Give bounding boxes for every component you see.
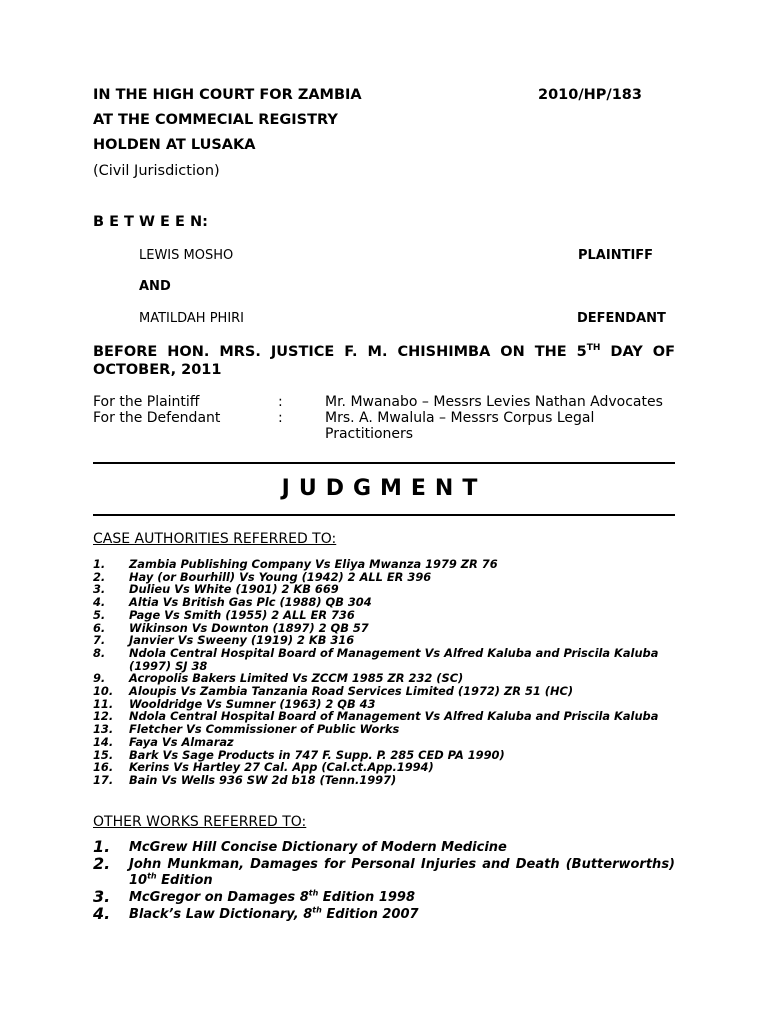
defendant-name: MATILDAH PHIRI (139, 311, 245, 326)
work-number-label: 3. (93, 887, 111, 906)
work-text-pre: John Munkman, Damages for Personal Injuries and Death (Butterworths) 10 (129, 857, 675, 888)
case-authorities-list (93, 558, 675, 787)
plaintiff-counsel-colon: : (278, 394, 283, 410)
work-text-sup: th (312, 905, 322, 915)
work-text-post: Edition 1998 (318, 890, 416, 905)
case-text: Hay (or Bourhill) Vs Young (1942) 2 ALL ER 396 (129, 569, 432, 584)
case-number-label: 1. (93, 557, 106, 571)
case-text: Page Vs Smith (1955) 2 ALL ER 736 (129, 607, 355, 622)
case-text: Fletcher Vs Commissioner of Public Works (129, 722, 400, 737)
case-number-label: 14. (93, 734, 114, 749)
defendant-counsel-value-line2: Practitioners (325, 426, 414, 442)
case-text: Dulieu Vs White (1901) 2 KB 669 (129, 582, 339, 597)
work-item (93, 887, 675, 906)
work-number-label: 2. (93, 854, 111, 873)
work-text-pre: McGregor on Damages 8 (129, 890, 309, 905)
case-number-label: 5. (93, 607, 106, 622)
work-text-pre: Black’s Law Dictionary, 8 (129, 907, 313, 922)
case-number-label: 6. (93, 620, 106, 635)
registry-line: AT THE COMMECIAL REGISTRY (93, 112, 338, 128)
case-text: Zambia Publishing Company Vs Eliya Mwanza 1979 ZR 76 (129, 557, 498, 571)
other-works-list (93, 837, 675, 924)
plaintiff-name: LEWIS MOSHO (139, 248, 234, 263)
case-text: Wooldridge Vs Sumner (1963) 2 QB 43 (129, 696, 376, 711)
case-number-label: 9. (93, 671, 106, 686)
case-text: Janvier Vs Sweeny (1919) 2 KB 316 (129, 633, 355, 648)
work-text: McGrew Hill Concise Dictionary of Modern Medicine (129, 840, 507, 855)
before-text-post: DAY OF OCTOBER, 2011 (93, 344, 675, 378)
defendant-counsel-value-line1: Mrs. A. Mwalula – Messrs Corpus Legal (325, 410, 595, 426)
title-rule-bottom (93, 514, 675, 516)
cases-heading: CASE AUTHORITIES REFERRED TO: (93, 531, 337, 547)
work-item (93, 854, 675, 889)
work-text-post: Edition (156, 873, 213, 888)
work-text-sup: th (308, 888, 319, 898)
case-text: Bark Vs Sage Products in 747 F. Supp. P. 285 CED PA 1990) (129, 747, 505, 762)
plaintiff-counsel-value: Mr. Mwanabo – Messrs Levies Nathan Advocates (325, 394, 663, 410)
case-number-label: 7. (93, 633, 106, 648)
court-name: IN THE HIGH COURT FOR ZAMBIA (93, 87, 362, 103)
case-text: Kerins Vs Hartley 27 Cal. App (Cal.ct.App.1994) (129, 760, 434, 775)
case-item (93, 647, 675, 672)
defendant-role: DEFENDANT (577, 311, 666, 326)
before-text-pre: BEFORE HON. MRS. JUSTICE F. M. CHISHIMBA ON THE 5 (93, 344, 587, 360)
work-text-post: Edition 2007 (321, 907, 419, 922)
title-rule-top (93, 462, 675, 464)
case-number-label: 8. (93, 645, 106, 660)
case-number-label: 3. (93, 582, 106, 597)
case-number-label: 17. (93, 772, 114, 787)
location-line: HOLDEN AT LUSAKA (93, 137, 256, 153)
jurisdiction: (Civil Jurisdiction) (93, 163, 220, 179)
case-number-label: 13. (93, 722, 114, 737)
case-text: Ndola Central Hospital Board of Management Vs Alfred Kaluba and Priscila Kaluba (129, 709, 659, 724)
works-heading: OTHER WORKS REFERRED TO: (93, 814, 307, 830)
work-item (93, 904, 675, 923)
judgment-title: JUDGMENT (281, 476, 487, 501)
case-number-label: 2. (93, 569, 106, 584)
work-item (93, 837, 675, 856)
case-text: Aloupis Vs Zambia Tanzania Road Services Limited (1972) ZR 51 (HC) (129, 684, 574, 699)
case-number-label: 15. (93, 747, 114, 762)
case-text: Bain Vs Wells 936 SW 2d b18 (Tenn.1997) (129, 772, 397, 787)
case-number-label: 11. (93, 696, 114, 711)
work-number-label: 1. (93, 837, 111, 856)
work-number-label: 4. (93, 904, 111, 923)
case-number-label: 4. (93, 595, 106, 610)
case-text: Altia Vs British Gas Plc (1988) QB 304 (129, 595, 372, 610)
case-number-label: 10. (93, 684, 114, 699)
and-label: AND (139, 279, 171, 294)
plaintiff-counsel-label: For the Plaintiff (93, 394, 200, 410)
case-number-label: 12. (93, 709, 114, 724)
work-text-sup: th (147, 871, 157, 881)
before-line (93, 343, 675, 379)
defendant-counsel-colon: : (278, 410, 283, 426)
case-text: Acropolis Bakers Limited Vs ZCCM 1985 ZR 232 (SC) (129, 671, 464, 686)
case-number: 2010/HP/183 (538, 87, 642, 103)
case-item (93, 774, 675, 787)
case-text: Faya Vs Almaraz (129, 734, 234, 749)
case-text: Ndola Central Hospital Board of Management Vs Alfred Kaluba and Priscila Kaluba (1997) SJ 38 (129, 645, 659, 673)
plaintiff-role: PLAINTIFF (578, 248, 654, 263)
between-label: B E T W E E N: (93, 214, 208, 230)
before-sup: TH (586, 343, 601, 354)
case-text: Wikinson Vs Downton (1897) 2 QB 57 (129, 620, 369, 635)
case-number-label: 16. (93, 760, 114, 775)
defendant-counsel-label: For the Defendant (93, 410, 221, 426)
